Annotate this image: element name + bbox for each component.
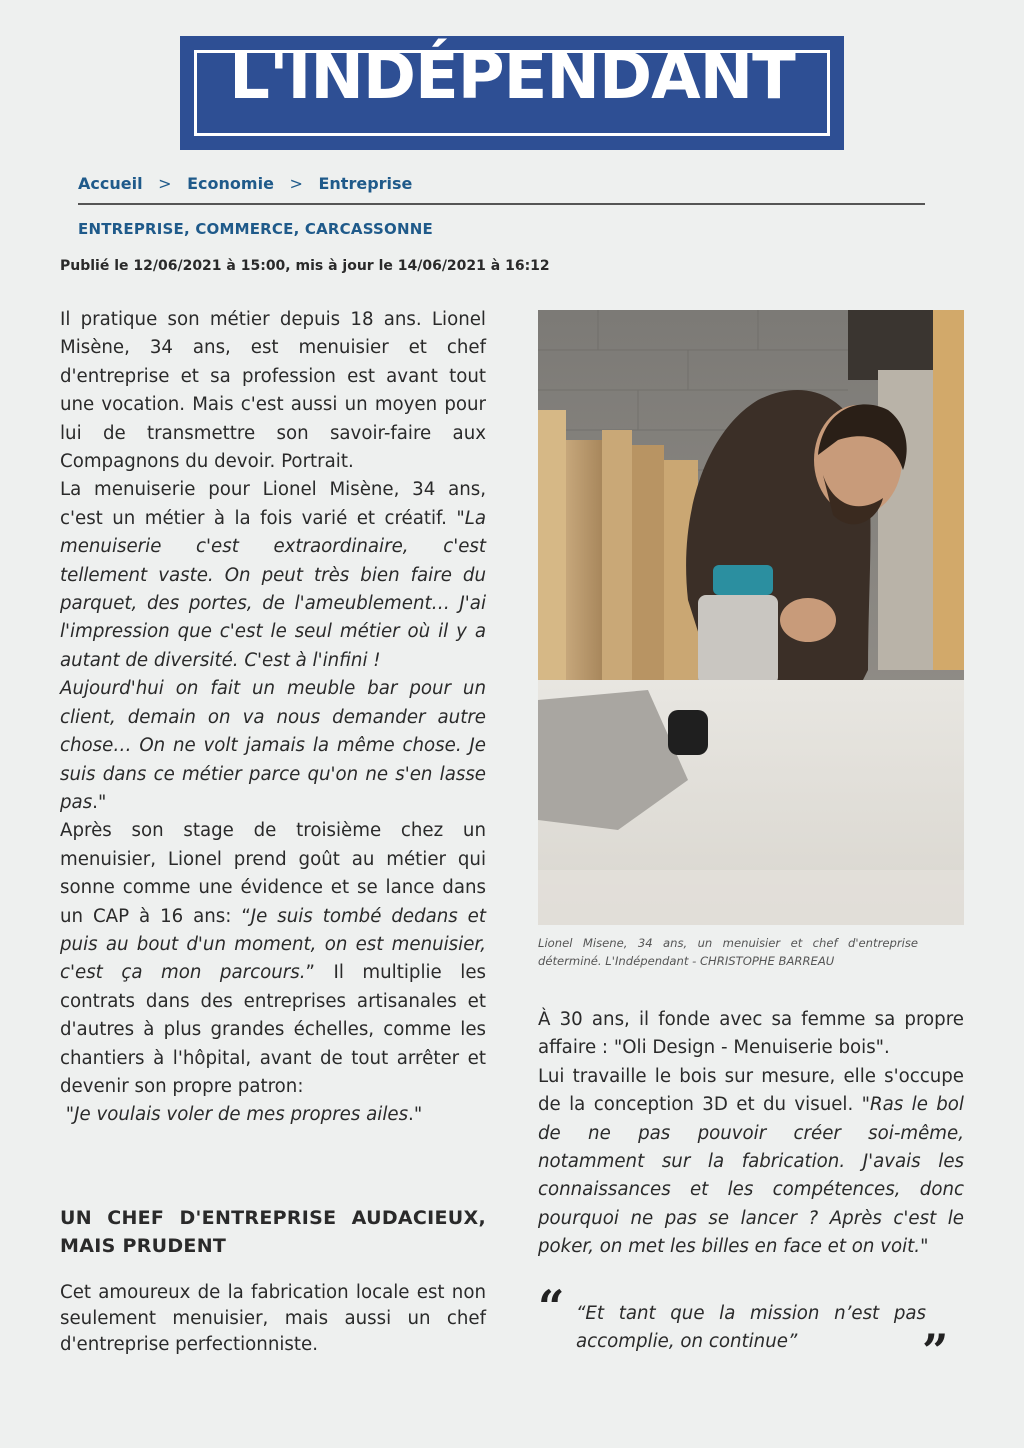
pull-quote: “Et tant que la mission n’est pas accomplie, on continue” xyxy=(576,1303,926,1352)
quote: Je suis tombé dedans et puis au bout d'un moment, on est menuisier, c'est ça mon parcours. xyxy=(60,905,486,984)
article-body-left xyxy=(60,306,486,1130)
breadcrumb-economie[interactable]: Economie xyxy=(187,174,274,193)
section-heading: UN CHEF D'ENTREPRISE AUDACIEUX, MAIS PRUDENT xyxy=(60,1207,486,1257)
paragraph: Aujourd'hui on fait un meuble bar pour un client, demain on va nous demander autre chose… On ne volt jamais la même chose. Je suis dans ce métier parce qu'on ne s'en lasse pas." xyxy=(60,678,486,813)
breadcrumb-separator: > xyxy=(158,174,172,193)
paragraph: Après son stage de troisième chez un menuisier, Lionel prend goût au métier qui sonne comme une évidence et se lance dans un CAP à 16 ans: “Je suis tombé dedans et puis au bout d'un moment, on est menuisier, c'est ça mon parcours.” Il multiplie les contrats dans des entreprises artisanales et d'autres à plus grandes échelles, comme les chantiers à l'hôpital, avant de tout arrêter et devenir son propre patron: xyxy=(60,820,486,1097)
paragraph: "Je voulais voler de mes propres ailes." xyxy=(65,1104,423,1126)
quote: Je voulais voler de mes propres ailes xyxy=(74,1104,409,1126)
open-quote-icon: “ xyxy=(538,1280,565,1334)
paragraph: La menuiserie pour Lionel Misène, 34 ans, c'est un métier à la fois varié et créatif. "La menuiserie c'est extraordinaire, c'est tellement vaste. On peut très bien faire du parquet, des portes, de l'ameublement… J'ai l'impression que c'est le seul métier où il y a autant de diversité. C'est à l'infini ! xyxy=(60,479,486,671)
publish-date: Publié le 12/06/2021 à 15:00, mis à jour le 14/06/2021 à 16:12 xyxy=(60,258,550,274)
breadcrumb-home[interactable]: Accueil xyxy=(78,174,143,193)
article-tags[interactable]: ENTREPRISE, COMMERCE, CARCASSONNE xyxy=(78,220,433,238)
breadcrumb-entreprise[interactable]: Entreprise xyxy=(318,174,413,193)
divider xyxy=(78,203,925,205)
quote: Aujourd'hui on fait un meuble bar pour un client, demain on va nous demander autre chose… On ne volt jamais la même chose. Je suis dans ce métier parce qu'on ne s'en lasse pas xyxy=(60,678,486,813)
paragraph: À 30 ans, il fonde avec sa femme sa propre affaire : "Oli Design - Menuiserie bois". xyxy=(538,1009,964,1059)
quote: Ras le bol de ne pas pouvoir créer soi-même, notamment sur la fabrication. J'avais les connaissances et les compétences, donc pourquoi ne pas se lancer ? Après c'est le poker, on met les billes en face et on voit. xyxy=(538,1094,964,1258)
section-paragraph: Cet amoureux de la fabrication locale est non seulement menuisier, mais aussi un chef d'entreprise perfectionniste. xyxy=(60,1282,486,1355)
masthead-title: L'INDÉPENDANT xyxy=(229,40,795,114)
breadcrumb-separator: > xyxy=(289,174,303,193)
photo-caption: Lionel Misene, 34 ans, un menuisier et chef d'entreprise déterminé. L'Indépendant - CHRISTOPHE BARREAU xyxy=(538,936,918,968)
article-body-right xyxy=(538,1006,964,1262)
intro-paragraph: Il pratique son métier depuis 18 ans. Lionel Misène, 34 ans, est menuisier et chef d'entreprise et sa profession est avant tout une vocation. Mais c'est aussi un moyen pour lui de transmettre son savoir-faire aux Compagnons du devoir. Portrait. xyxy=(60,309,486,473)
masthead-logo[interactable] xyxy=(180,36,844,150)
close-quote-icon: ” xyxy=(922,1324,949,1378)
quote: La menuiserie c'est extraordinaire, c'est tellement vaste. On peut très bien faire du parquet, des portes, de l'ameublement… J'ai l'impression que c'est le seul métier où il y a autant de diversité. C'est à l'infini ! xyxy=(60,507,486,671)
paragraph: Lui travaille le bois sur mesure, elle s'occupe de la conception 3D et du visuel. "Ras le bol de ne pas pouvoir créer soi-même, notamment sur la fabrication. J'avais les connaissances et les compétences, donc pourquoi ne pas se lancer ? Après c'est le poker, on met les billes en face et on voit." xyxy=(538,1065,964,1258)
breadcrumb xyxy=(78,174,422,193)
article-photo xyxy=(538,310,964,925)
